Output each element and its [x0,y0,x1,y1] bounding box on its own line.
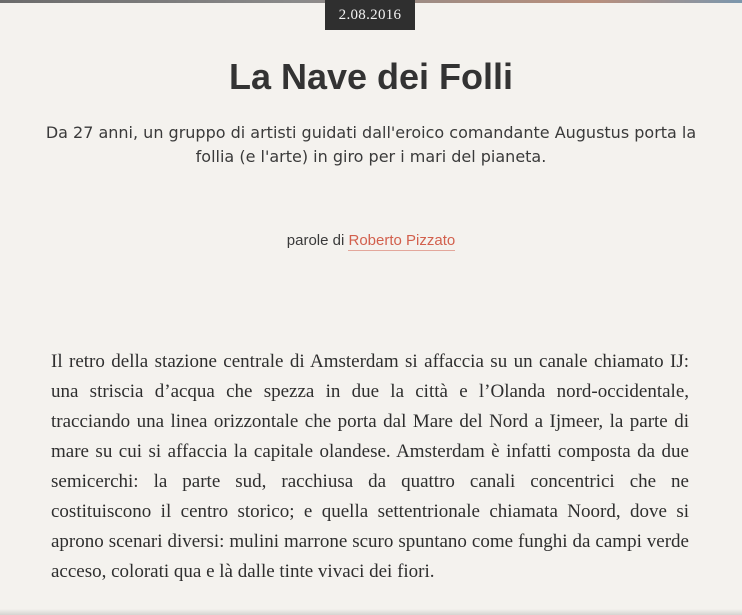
date-badge: 2.08.2016 [325,0,415,30]
article-subtitle: Da 27 anni, un gruppo di artisti guidati dall'eroico comandante Augustus porta la follia (e l'arte) in giro per i mari del pianeta. [45,123,697,166]
bottom-scroll-edge [0,609,742,615]
author-link[interactable]: Roberto Pizzato [348,232,456,249]
article-title: La Nave dei Folli [228,56,514,97]
byline-prefix: parole di [286,232,345,249]
article-body-paragraph: Il retro della stazione centrale di Amsterdam si affaccia su un canale chiamato IJ: una striscia d’acqua che spezza in due la città e l’Olanda nord-occidentale, tracciando una linea orizzontale che porta dal Mare del Nord a Ijmeer, la parte di mare su cui si affaccia la capitale olandese. Amsterdam è infatti composta da due semicerchi: la parte sud, racchiusa da quattro canali concentrici che ne costituiscono il centro storico; e quella settentrionale chiamata Noord, dove si aprono scenari diversi: mulini marrone scuro spuntano come funghi da campi verde acceso, colorati qua e là dalle tinte vivaci dei fiori. [51,351,689,582]
byline [0,231,742,251]
